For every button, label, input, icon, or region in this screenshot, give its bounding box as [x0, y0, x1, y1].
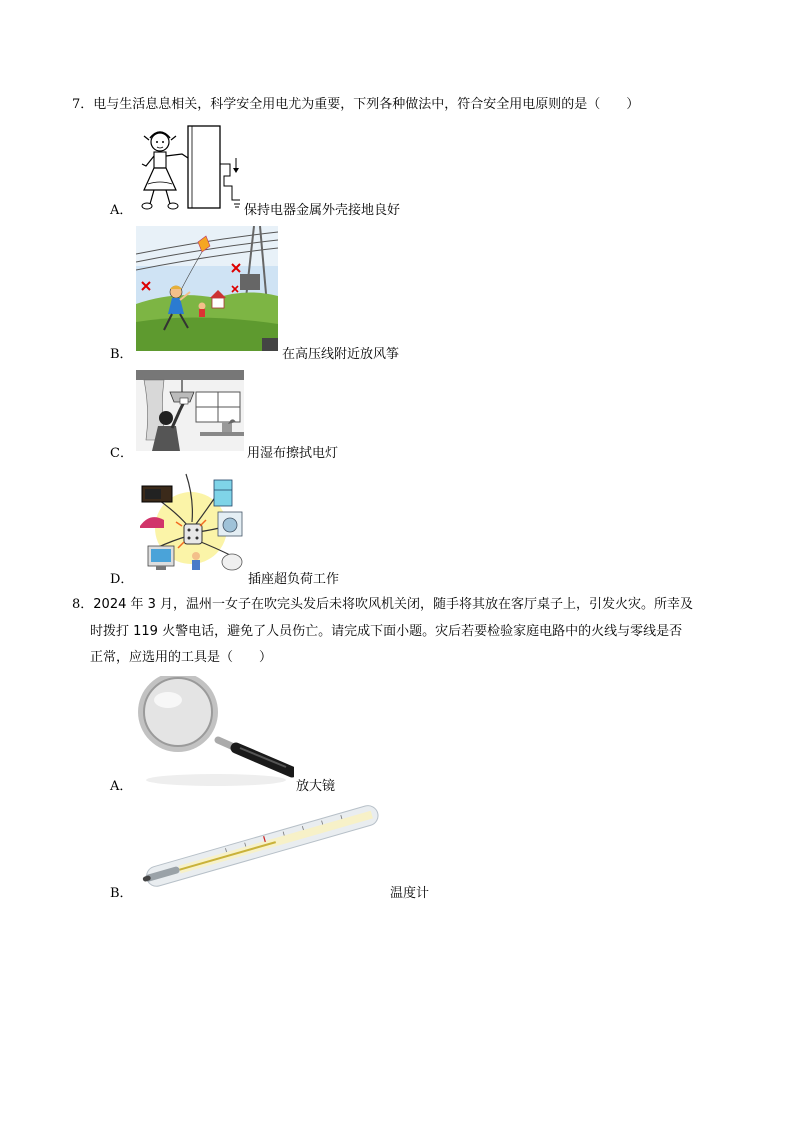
question-8-text-line-3: 正常，应选用的工具是（ ）: [90, 650, 273, 665]
option-b-text: 在高压线附近放风筝: [282, 347, 400, 362]
question-7-number: 7．: [72, 97, 94, 112]
option-a-letter: A．: [110, 203, 133, 218]
q8-option-b-image: [136, 796, 388, 894]
option-c-image: [136, 370, 244, 451]
question-7-text: 电与生活息息相关，科学安全用电尤为重要，下列各种做法中，符合安全用电原则的是（ ）: [93, 97, 640, 112]
q8-option-a-image: [136, 676, 294, 788]
option-b-image: [136, 226, 278, 351]
option-c-text: 用湿布擦拭电灯: [247, 446, 339, 461]
option-b-letter: B．: [110, 347, 133, 362]
question-8-text-line-1: 2024 年 3 月，温州一女子在吹完头发后未将吹风机关闭，随手将其放在客厅桌子上，引发火灾。所幸及: [93, 597, 694, 612]
option-a-text: 保持电器金属外壳接地良好: [244, 203, 401, 218]
option-d-label: [110, 568, 133, 587]
question-7-stem: [72, 91, 639, 118]
option-d-image: [136, 468, 246, 578]
q8-option-b-label: [110, 882, 133, 901]
option-d-letter: D．: [110, 572, 134, 587]
question-8-text-line-2: 时拨打 119 火警电话，避免了人员伤亡。请完成下面小题。灾后若要检验家庭电路中的火线与零线是否: [90, 624, 683, 639]
q8-option-a-label: [110, 775, 132, 794]
option-b-label: [110, 343, 133, 362]
option-a-label: [110, 199, 132, 218]
q8-option-a-letter: A．: [110, 779, 133, 794]
question-8-line-1: [72, 591, 693, 618]
q8-option-a-text: 放大镜: [296, 779, 336, 794]
q8-option-b-text: 温度计: [390, 886, 430, 901]
question-8-number: 8．: [72, 597, 94, 612]
option-d-text: 插座超负荷工作: [248, 572, 340, 587]
option-a-image: [136, 124, 242, 212]
option-c-letter: C．: [110, 446, 133, 461]
q8-option-b-letter: B．: [110, 886, 133, 901]
option-c-label: [110, 442, 133, 461]
